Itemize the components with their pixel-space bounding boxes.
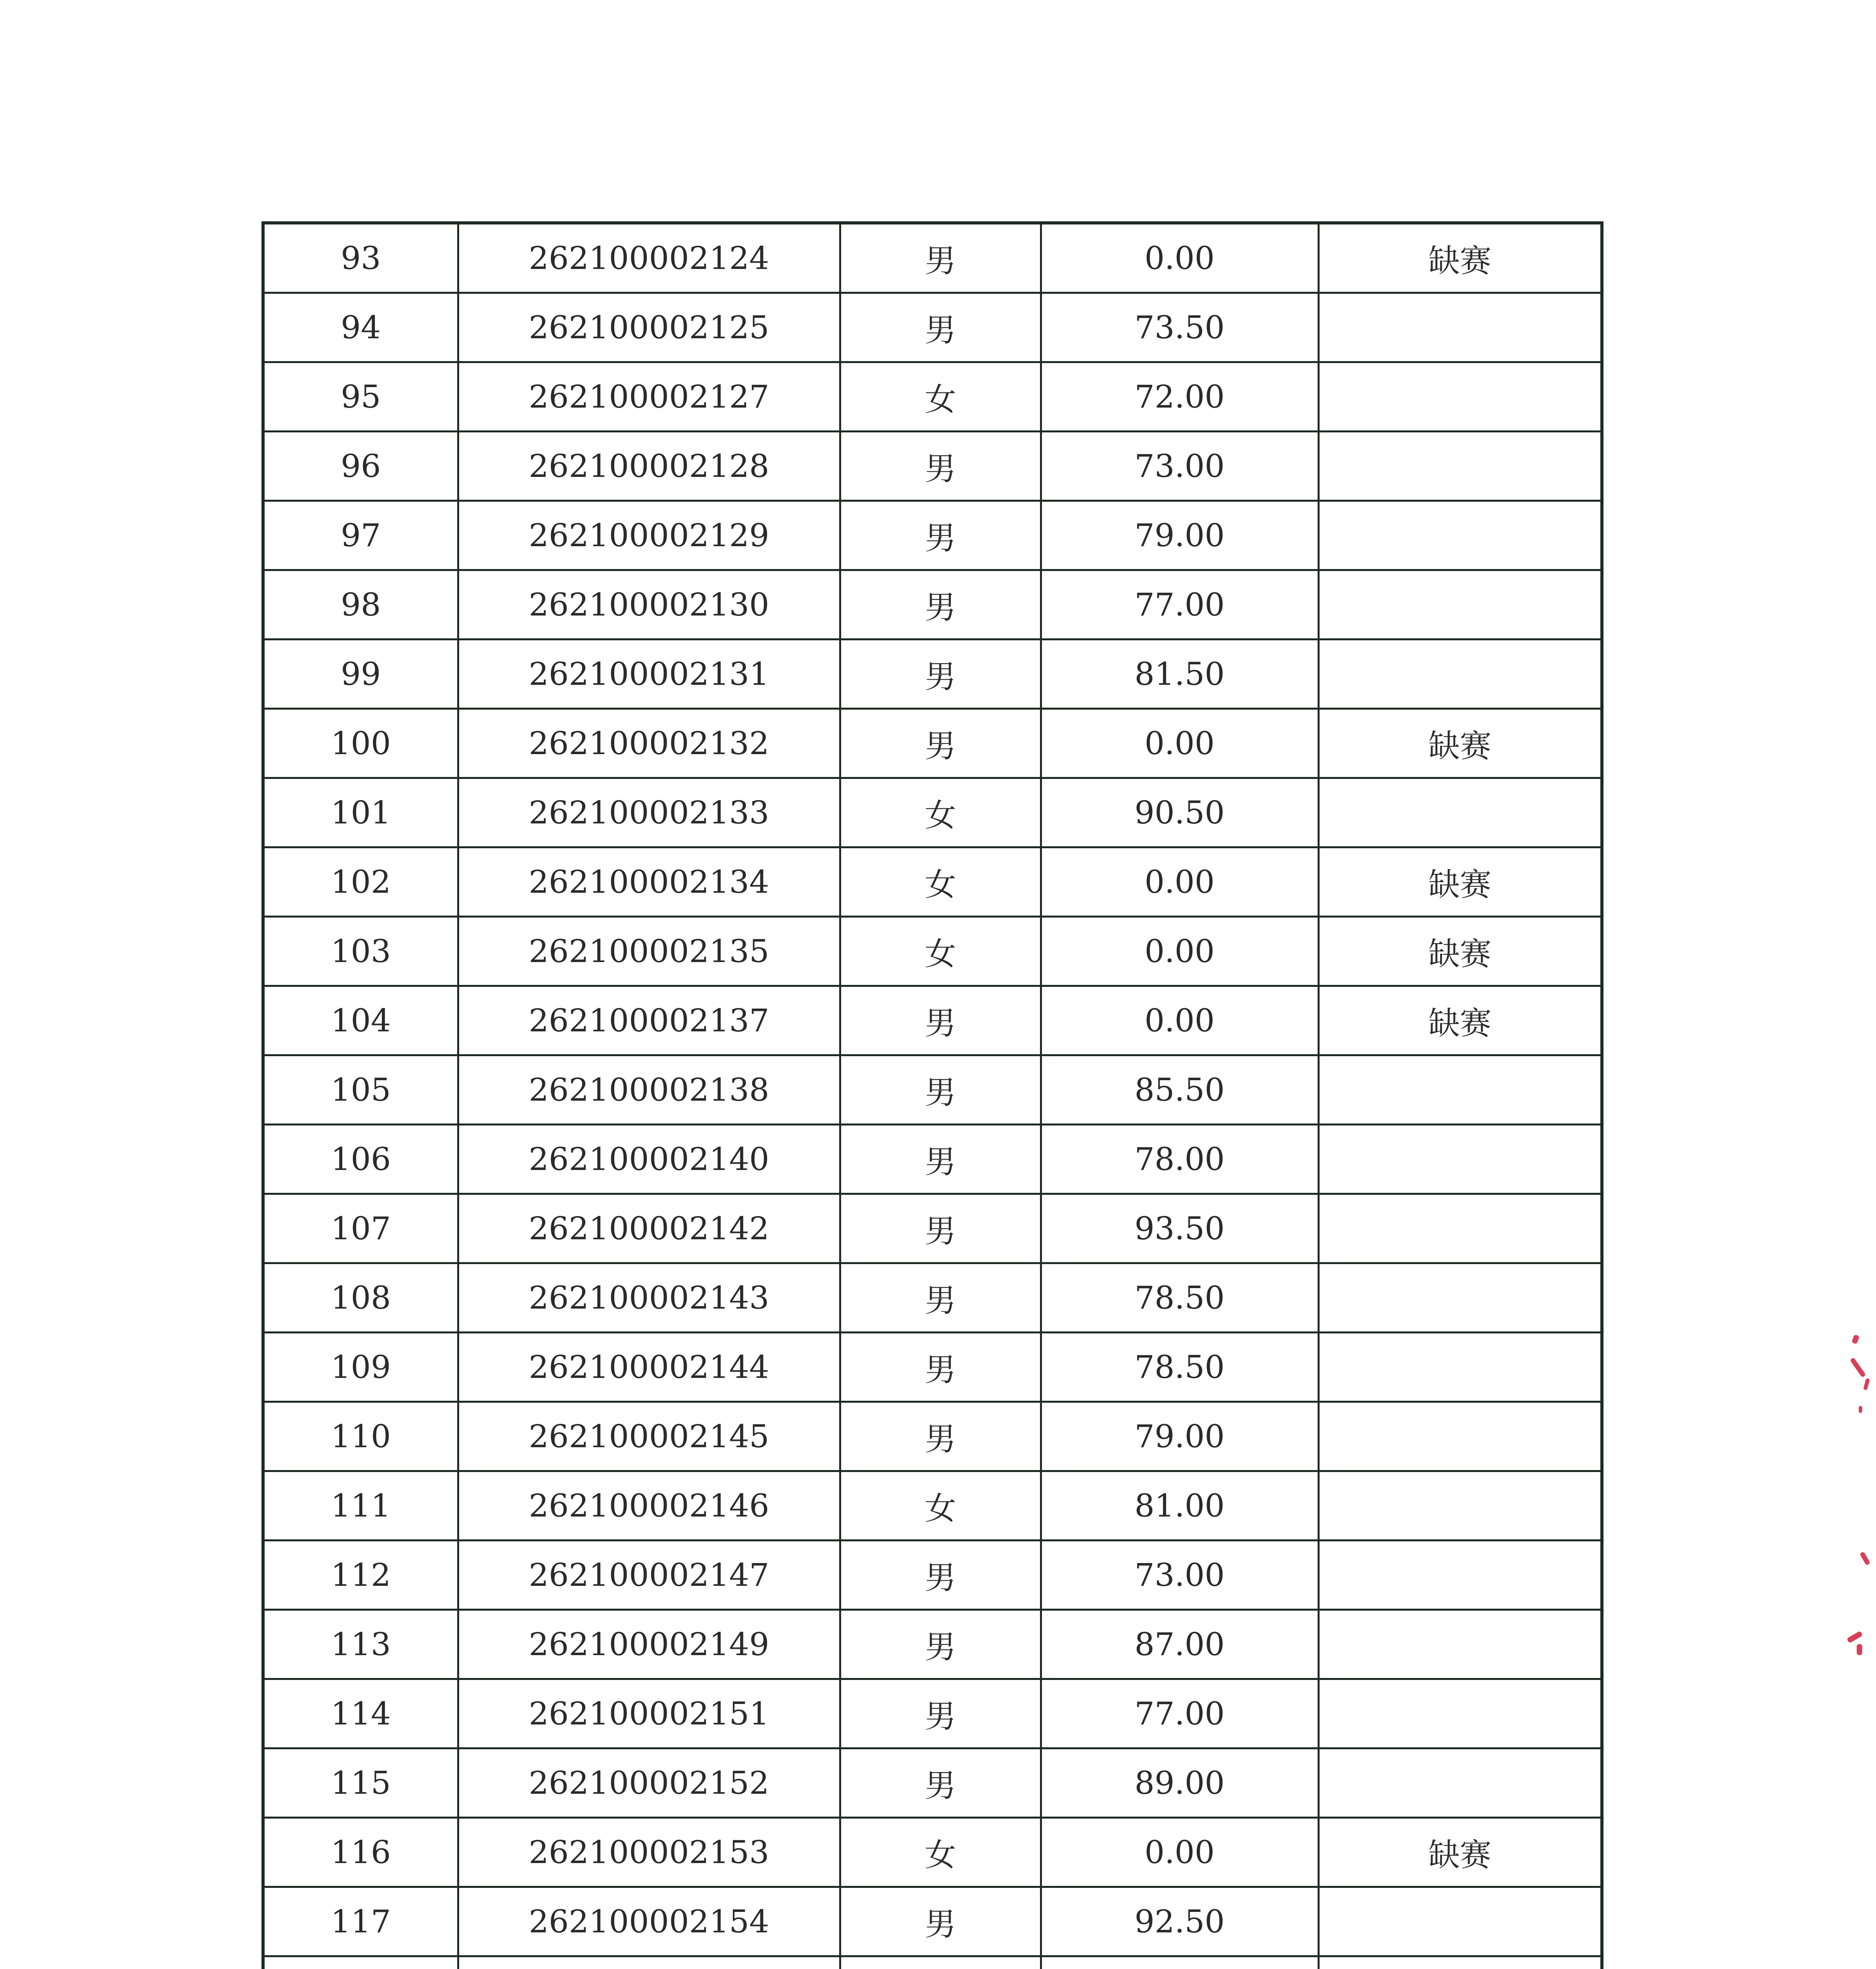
row-number-cell: 98 [263,570,458,640]
row-number-cell: 96 [263,432,458,501]
gender-cell: 男 [840,1333,1041,1402]
table-row [263,1402,1602,1471]
score-table [261,221,1603,1969]
remark-cell [1318,1194,1602,1263]
row-number-cell: 117 [263,1887,458,1956]
row-number-cell: 112 [263,1541,458,1610]
exam-id-cell: 262100002132 [458,709,840,778]
gender-cell: 男 [840,1055,1041,1125]
remark-cell [1318,778,1602,847]
score-cell: 90.50 [1041,778,1318,847]
row-number-cell [263,1956,458,1969]
exam-id-cell: 262100002154 [458,1887,840,1956]
gender-cell: 男 [840,1263,1041,1333]
remark-cell [1318,501,1602,570]
remark-cell [1318,1055,1602,1125]
row-number-cell: 93 [263,223,458,293]
table-row [263,1541,1602,1610]
table-row [263,362,1602,432]
exam-id-cell: 262100002140 [458,1125,840,1194]
exam-id-cell: 262100002138 [458,1055,840,1125]
exam-id-cell: 262100002146 [458,1471,840,1541]
exam-id-cell: 262100002143 [458,1263,840,1333]
row-number-cell: 110 [263,1402,458,1471]
row-number-cell: 95 [263,362,458,432]
exam-id-cell: 262100002145 [458,1402,840,1471]
score-cell: 78.00 [1041,1125,1318,1194]
exam-id-cell: 262100002129 [458,501,840,570]
remark-cell [1318,1748,1602,1818]
gender-cell: 女 [840,1471,1041,1541]
score-cell: 72.00 [1041,362,1318,432]
exam-id-cell: 262100002152 [458,1748,840,1818]
table-row [263,1610,1602,1679]
table-row [263,1471,1602,1541]
exam-id-cell: 262100002147 [458,1541,840,1610]
score-cell [1041,1956,1318,1969]
table-row [263,570,1602,640]
gender-cell: 男 [840,501,1041,570]
score-cell: 77.00 [1041,570,1318,640]
remark-cell [1318,640,1602,709]
exam-id-cell: 262100002131 [458,640,840,709]
table-row [263,432,1602,501]
table-row [263,1125,1602,1194]
score-cell: 89.00 [1041,1748,1318,1818]
row-number-cell: 97 [263,501,458,570]
remark-cell [1318,1402,1602,1471]
remark-cell: 缺赛 [1318,917,1602,986]
remark-cell [1318,1125,1602,1194]
table-row [263,847,1602,917]
exam-id-cell [458,1956,840,1969]
row-number-cell: 111 [263,1471,458,1541]
row-number-cell: 114 [263,1679,458,1748]
row-number-cell: 100 [263,709,458,778]
gender-cell: 女 [840,1818,1041,1887]
gender-cell: 男 [840,1748,1041,1818]
exam-id-cell: 262100002125 [458,293,840,362]
remark-cell [1318,293,1602,362]
gender-cell: 男 [840,709,1041,778]
table-row [263,709,1602,778]
table-row [263,1263,1602,1333]
table-row [263,501,1602,570]
table-row [263,917,1602,986]
table-row [263,223,1602,293]
score-cell: 87.00 [1041,1610,1318,1679]
remark-cell: 缺赛 [1318,223,1602,293]
score-cell: 0.00 [1041,847,1318,917]
score-cell: 73.50 [1041,293,1318,362]
row-number-cell: 94 [263,293,458,362]
row-number-cell: 115 [263,1748,458,1818]
row-number-cell: 106 [263,1125,458,1194]
table-row [263,1748,1602,1818]
row-number-cell: 103 [263,917,458,986]
exam-id-cell: 262100002149 [458,1610,840,1679]
gender-cell: 男 [840,1402,1041,1471]
exam-id-cell: 262100002151 [458,1679,840,1748]
score-cell: 0.00 [1041,223,1318,293]
exam-id-cell: 262100002130 [458,570,840,640]
table-row [263,640,1602,709]
remark-cell [1318,432,1602,501]
score-cell: 79.00 [1041,501,1318,570]
remark-cell [1318,362,1602,432]
gender-cell: 男 [840,1679,1041,1748]
remark-cell [1318,1263,1602,1333]
exam-id-cell: 262100002144 [458,1333,840,1402]
score-cell: 92.50 [1041,1887,1318,1956]
score-cell: 79.00 [1041,1402,1318,1471]
score-cell: 0.00 [1041,709,1318,778]
row-number-cell: 113 [263,1610,458,1679]
score-cell: 77.00 [1041,1679,1318,1748]
table-row [263,1333,1602,1402]
row-number-cell: 104 [263,986,458,1055]
gender-cell: 男 [840,570,1041,640]
gender-cell: 女 [840,778,1041,847]
gender-cell [840,1956,1041,1969]
table-row [263,1818,1602,1887]
score-cell: 0.00 [1041,1818,1318,1887]
exam-id-cell: 262100002153 [458,1818,840,1887]
exam-id-cell: 262100002133 [458,778,840,847]
row-number-cell: 101 [263,778,458,847]
gender-cell: 男 [840,293,1041,362]
gender-cell: 男 [840,640,1041,709]
score-cell: 73.00 [1041,432,1318,501]
gender-cell: 女 [840,362,1041,432]
row-number-cell: 99 [263,640,458,709]
table-row [263,1194,1602,1263]
gender-cell: 女 [840,917,1041,986]
remark-cell [1318,1541,1602,1610]
exam-id-cell: 262100002134 [458,847,840,917]
remark-cell [1318,1887,1602,1956]
score-cell: 81.50 [1041,640,1318,709]
row-number-cell: 107 [263,1194,458,1263]
exam-id-cell: 262100002124 [458,223,840,293]
gender-cell: 女 [840,847,1041,917]
remark-cell: 缺赛 [1318,1818,1602,1887]
remark-cell [1318,1679,1602,1748]
exam-id-cell: 262100002137 [458,986,840,1055]
score-cell: 78.50 [1041,1333,1318,1402]
table-row [263,778,1602,847]
score-cell: 78.50 [1041,1263,1318,1333]
gender-cell: 男 [840,432,1041,501]
remark-cell: 缺赛 [1318,709,1602,778]
gender-cell: 男 [840,223,1041,293]
row-number-cell: 105 [263,1055,458,1125]
score-cell: 0.00 [1041,986,1318,1055]
score-cell: 73.00 [1041,1541,1318,1610]
table-body [263,223,1602,1969]
remark-cell [1318,1956,1602,1969]
table-row [263,986,1602,1055]
score-cell: 81.00 [1041,1471,1318,1541]
row-number-cell: 108 [263,1263,458,1333]
gender-cell: 男 [840,986,1041,1055]
table-row [263,1679,1602,1748]
remark-cell: 缺赛 [1318,847,1602,917]
remark-cell [1318,1333,1602,1402]
table-row [263,1055,1602,1125]
exam-id-cell: 262100002135 [458,917,840,986]
exam-id-cell: 262100002128 [458,432,840,501]
remark-cell: 缺赛 [1318,986,1602,1055]
row-number-cell: 102 [263,847,458,917]
row-number-cell: 109 [263,1333,458,1402]
table-row [263,1887,1602,1956]
gender-cell: 男 [840,1541,1041,1610]
gender-cell: 男 [840,1194,1041,1263]
table-row [263,1956,1602,1969]
exam-id-cell: 262100002142 [458,1194,840,1263]
remark-cell [1318,1471,1602,1541]
score-cell: 85.50 [1041,1055,1318,1125]
score-cell: 0.00 [1041,917,1318,986]
remark-cell [1318,1610,1602,1679]
gender-cell: 男 [840,1125,1041,1194]
gender-cell: 男 [840,1610,1041,1679]
exam-id-cell: 262100002127 [458,362,840,432]
remark-cell [1318,570,1602,640]
table-row [263,293,1602,362]
score-cell: 93.50 [1041,1194,1318,1263]
gender-cell: 男 [840,1887,1041,1956]
row-number-cell: 116 [263,1818,458,1887]
